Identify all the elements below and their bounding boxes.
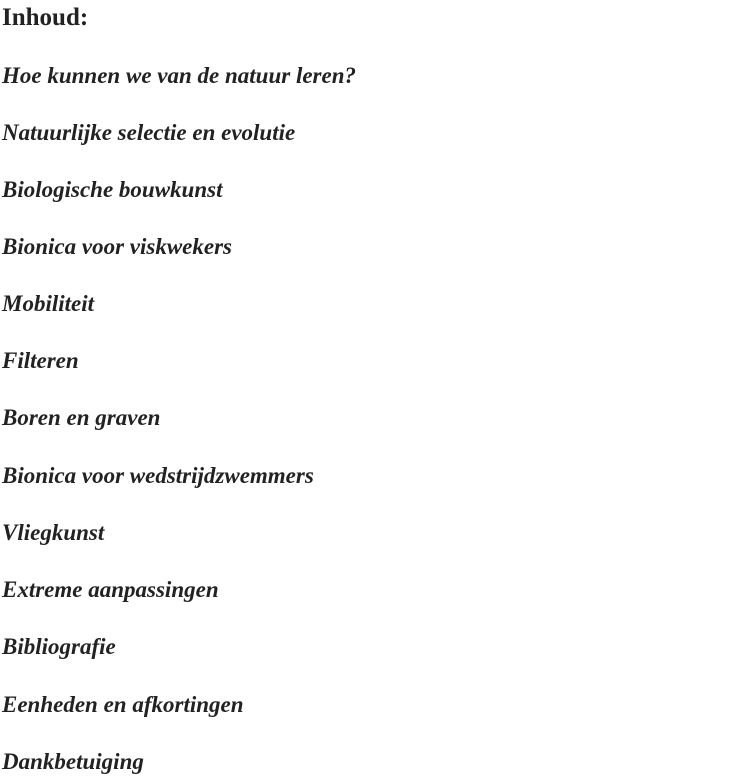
toc-item[interactable]: Extreme aanpassingen — [2, 577, 219, 602]
toc-item[interactable]: Eenheden en afkortingen — [2, 692, 244, 717]
toc-item[interactable]: Filteren — [2, 348, 79, 373]
toc-item[interactable]: Bionica voor viskwekers — [2, 234, 232, 259]
toc-item[interactable]: Boren en graven — [2, 405, 161, 430]
toc-item[interactable]: Dankbetuiging — [2, 749, 144, 774]
toc-item[interactable]: Mobiliteit — [2, 291, 94, 316]
toc-heading: Inhoud: — [2, 4, 89, 31]
toc-item[interactable]: Bionica voor wedstrijdzwemmers — [2, 463, 314, 488]
toc-item[interactable]: Vliegkunst — [2, 520, 105, 545]
table-of-contents — [2, 0, 742, 774]
toc-item[interactable]: Bibliografie — [2, 634, 116, 659]
toc-item[interactable]: Hoe kunnen we van de natuur leren? — [2, 63, 356, 88]
toc-item[interactable]: Natuurlijke selectie en evolutie — [2, 120, 296, 145]
toc-item[interactable]: Biologische bouwkunst — [2, 177, 223, 202]
